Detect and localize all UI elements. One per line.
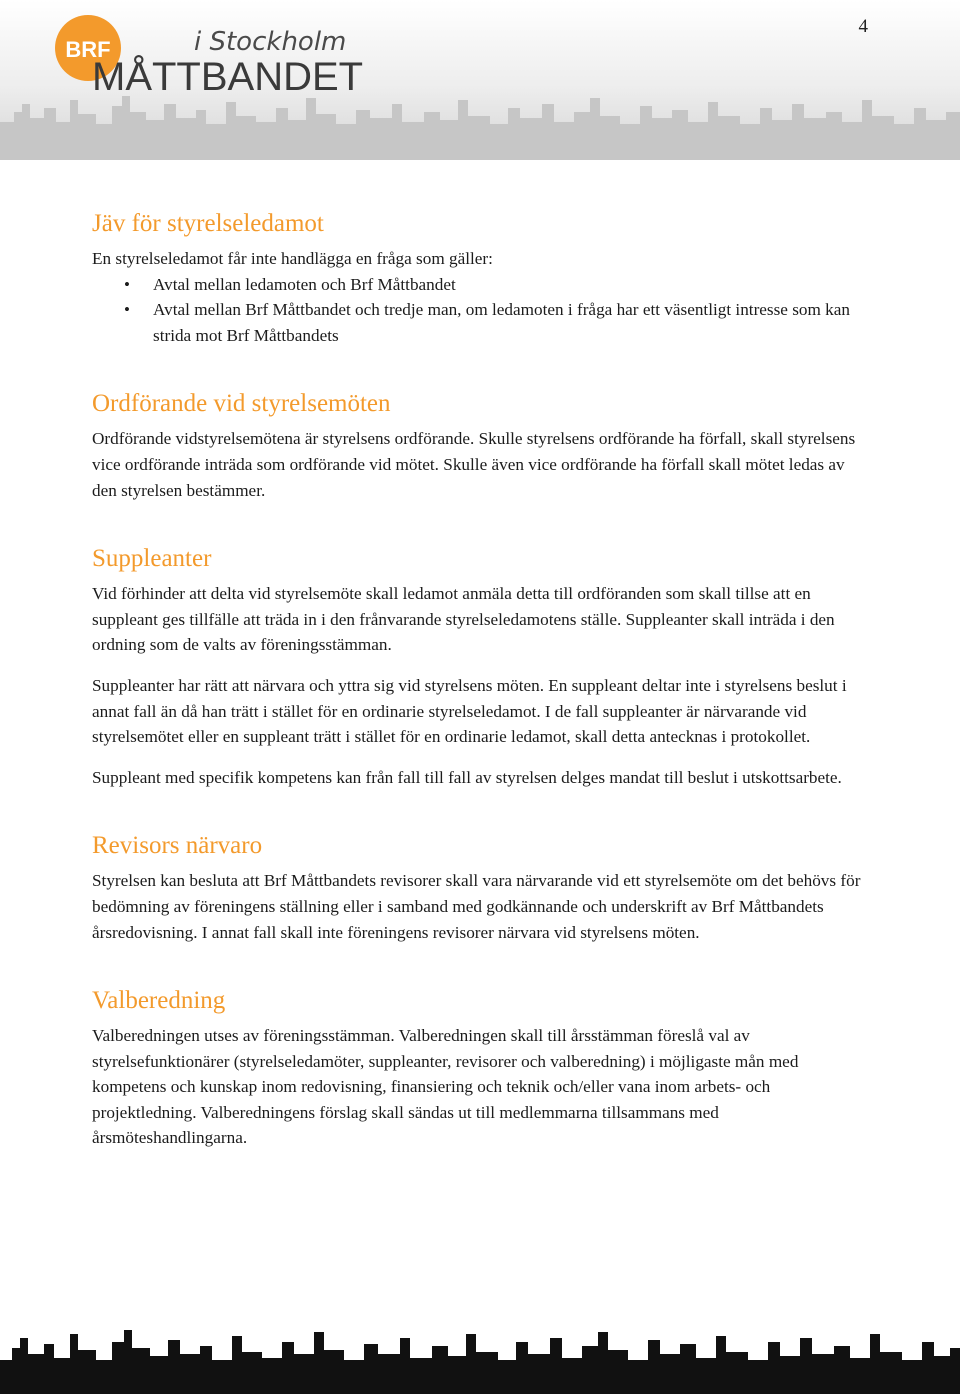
logo-tagline: i Stockholm [194, 27, 347, 57]
section-suppleanter [92, 543, 872, 790]
section-jav [92, 208, 872, 348]
bullet-item: • Avtal mellan ledamoten och Brf Måttbandet [92, 272, 872, 298]
logo-badge-text: BRF [65, 37, 111, 62]
document-body [92, 208, 872, 1191]
paragraph: Valberedningen utses av föreningsstämman. Valberedningen skall till årsstämman föreslå val av styrelsefunktionärer (styrelseledamöter, suppleanter, revisorer och valberedning) i möjligaste mån med kompetens och kunskap inom redovisning, finansiering och teknik och/eller vana inom arbets- och projektledning. Valberedningens förslag skall sändas ut till medlemmarna tillsammans med årsmöteshandlingarna. [92, 1026, 799, 1148]
brf-mattbandet-logo [52, 12, 372, 102]
section-valberedning [92, 985, 872, 1151]
page-header [0, 0, 960, 160]
section-heading: Suppleanter [92, 545, 212, 573]
section-heading: Ordförande vid styrelsemöten [92, 390, 391, 418]
paragraph: Suppleanter har rätt att närvara och yttra sig vid styrelsens möten. En suppleant deltar inte i styrelsens beslut i annat fall än då han trätt i stället för en ordinarie styrelseledamot. I de fall suppleanter är närvarande vid styrelsemötet eller en suppleant trätt i stället för en ordinarie ledamot, skall detta antecknas i protokollet. [92, 675, 847, 747]
logo-name: MÅTTBANDET [92, 55, 364, 99]
paragraph: Ordförande vidstyrelsemötena är styrelsens ordförande. Skulle styrelsens ordförande ha förfall, skall styrelsens vice ordförande inträda som ordförande vid mötet. Skulle även vice ordförande ha förfall skall mötet ledas av den styrelsen bestämmer. [92, 429, 856, 500]
page-number: 4 [858, 16, 868, 37]
section-heading: Valberedning [92, 987, 226, 1015]
section-revisor [92, 830, 872, 945]
footer-skyline [0, 1324, 960, 1394]
paragraph: Suppleant med specifik kompetens kan från fall till fall av styrelsen delges mandat till beslut i utskottsarbete. [92, 767, 842, 787]
section-heading: Jäv för styrelseledamot [92, 210, 324, 237]
paragraph: Styrelsen kan besluta att Brf Måttbandets revisorer skall vara närvarande vid ett styrelsemöte om det behövs för bedömning av föreningens ställning eller i samband med godkännande och underskrift av Brf Måttbandets årsredovisning. I annat fall skall inte föreningens revisorer närvara vid styrelsens möten. [92, 871, 861, 942]
section-heading: Revisors närvaro [92, 832, 263, 860]
bullet-item: • Avtal mellan Brf Måttbandet och tredje man, om ledamoten i fråga har ett väsentligt intresse som kan strida mot Brf Måttbandets [92, 297, 872, 348]
paragraph: Vid förhinder att delta vid styrelsemöte skall ledamot anmäla detta till ordföranden som skall tillse att en suppleant ges tillfälle att träda in i den frånvarande styrelseledamotens ställe. Suppleanter skall inträda i den ordning som de valts av föreningsstämman. [92, 584, 835, 655]
section-intro: En styrelseledamot får inte handlägga en fråga som gäller: [92, 249, 493, 268]
bullet-list [92, 272, 872, 349]
section-ordforande [92, 388, 872, 503]
